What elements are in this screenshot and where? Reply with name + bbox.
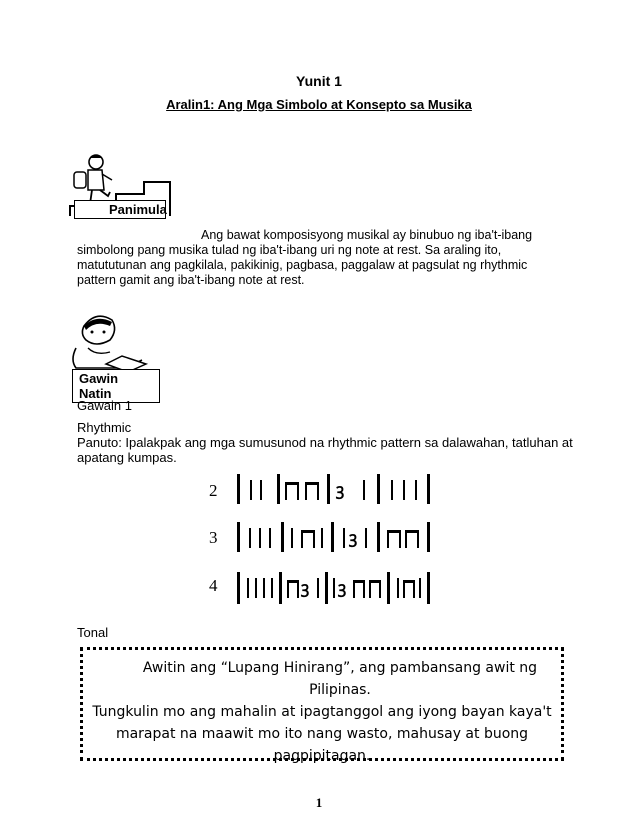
tonal-line-4: pagpipitagan. xyxy=(273,748,371,764)
panimula-paragraph-line-3: matututunan ang pagkilala, pakikinig, pagbasa, paggalaw at pagsulat ng rhythmic xyxy=(77,258,528,272)
tonal-line-2: Tungkulin mo ang mahalin at ipagtanggol ang iyong bayan kaya't xyxy=(92,704,552,720)
lesson-title: Aralin1: Ang Mga Simbolo at Konsepto sa Musika xyxy=(166,97,472,112)
meter-2: 2 xyxy=(209,481,218,500)
instructions-line-1: Panuto: Ipalakpak ang mga sumusunod na rhythmic pattern sa dalawahan, tatluhan at xyxy=(77,435,573,450)
meter-3: 3 xyxy=(209,528,218,547)
panimula-paragraph-line-2: simbolong pang musika tulad ng iba't-ibang uri ng note at rest. Sa araling ito, xyxy=(77,243,502,257)
tonal-line-1: Awitin ang “Lupang Hinirang”, ang pambansang awit ng Pilipinas. xyxy=(142,660,538,698)
panimula-paragraph-line-4: pattern gamit ang iba't-ibang note at rest. xyxy=(77,273,305,287)
tonal-line-3: marapat na maawit mo ito nang wasto, mahusay at buong xyxy=(115,726,529,742)
meter-4: 4 xyxy=(209,576,218,595)
rhythmic-heading: Rhythmic xyxy=(77,420,132,435)
child-reading-icon xyxy=(66,308,166,378)
instructions-line-2: apatang kumpas. xyxy=(77,450,177,465)
gawin-natin-label: Gawin Natin xyxy=(72,369,160,403)
unit-title: Yunit 1 xyxy=(296,73,342,89)
tonal-heading: Tonal xyxy=(77,625,109,640)
rhythm-patterns: 2 ꝫ 3 ꝫ 4 ꝫ ꝫ xyxy=(205,468,445,618)
tonal-text xyxy=(84,657,560,767)
activity-heading: Gawain 1 xyxy=(77,398,132,413)
panimula-label: Panimula xyxy=(74,200,166,219)
panimula-paragraph-line-1: Ang bawat komposisyong musikal ay binubuo ng iba't-ibang xyxy=(201,228,533,242)
page-number: 1 xyxy=(315,795,323,810)
